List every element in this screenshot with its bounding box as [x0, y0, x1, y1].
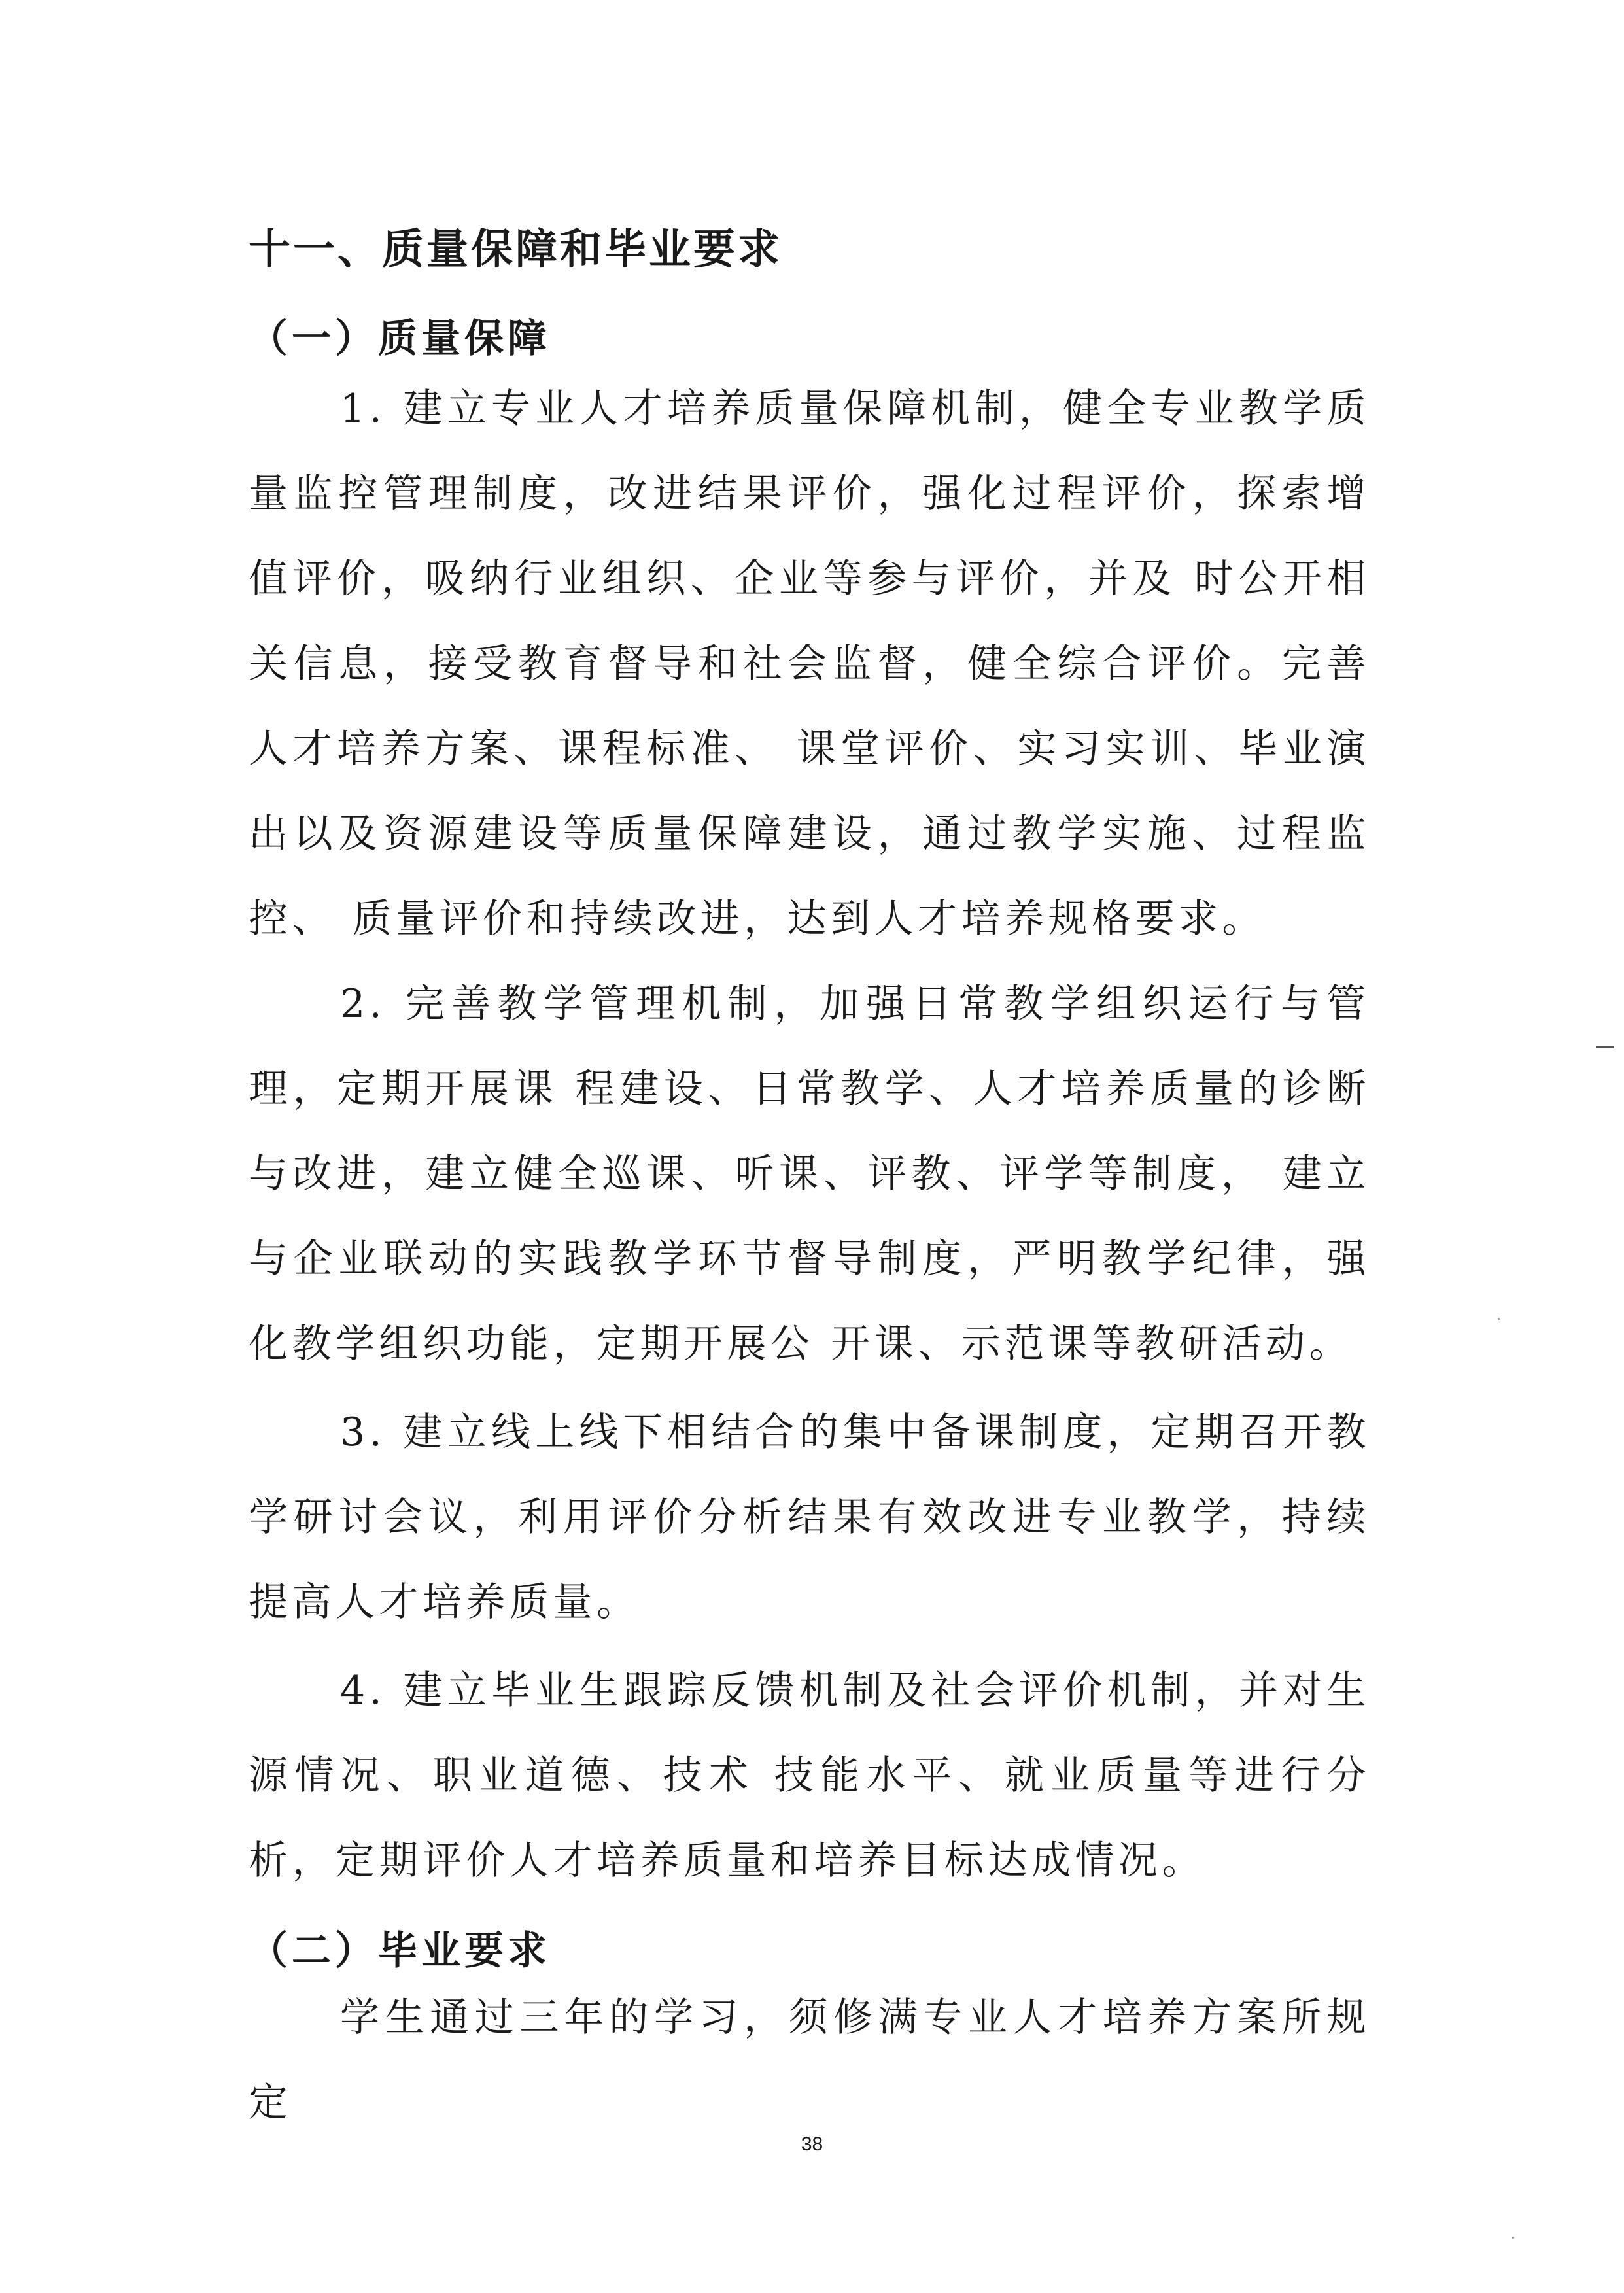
scan-speck: [1512, 2237, 1514, 2239]
scan-edge-mark: [1596, 1046, 1614, 1048]
paragraph-4: 4. 建立毕业生跟踪反馈机制及社会评价机制，并对生源情况、职业道德、技术 技能水平、就业质量等进行分析，定期评价人才培养质量和培养目标达成情况。: [249, 1668, 1370, 1884]
paragraph-1: 1. 建立专业人才培养质量保障机制，健全专业教学质量监控管理制度，改进结果评价，强化过程评价，探索增值评价，吸纳行业组织、企业等参与评价，并及 时公开相关信息，接受教育督导和社会监督，健全综合评价。完善人才培养方案、课程标准、 课堂评价、实习实训、毕业演出以及资源建设等质量保障建设，通过教学实施、过程监控、 质量评价和持续改进，达到人才培养规格要求。: [249, 386, 1370, 942]
chapter-heading: 十一、质量保障和毕业要求: [249, 226, 782, 274]
section-title-graduation-requirements: （二）毕业要求: [249, 1928, 551, 1974]
section-title-quality-assurance: （一）质量保障: [249, 316, 551, 362]
page-number: 38: [801, 2133, 823, 2155]
paragraph-5: 学生通过三年的学习，须修满专业人才培养方案所规定: [249, 1995, 1370, 2126]
scan-speck: [1498, 1318, 1500, 1320]
paragraph-2: 2. 完善教学管理机制，加强日常教学组织运行与管理，定期开展课 程建设、日常教学、人才培养质量的诊断与改进，建立健全巡课、听课、评教、评学等制度， 建立与企业联动的实践教学环节督导制度，严明教学纪律，强化教学组织功能，定期开展公 开课、示范课等教研活动。: [249, 981, 1370, 1367]
paragraph-3: 3. 建立线上线下相结合的集中备课制度，定期召开教学研讨会议，利用评价分析结果有效改进专业教学，持续提高人才培养质量。: [249, 1409, 1370, 1625]
